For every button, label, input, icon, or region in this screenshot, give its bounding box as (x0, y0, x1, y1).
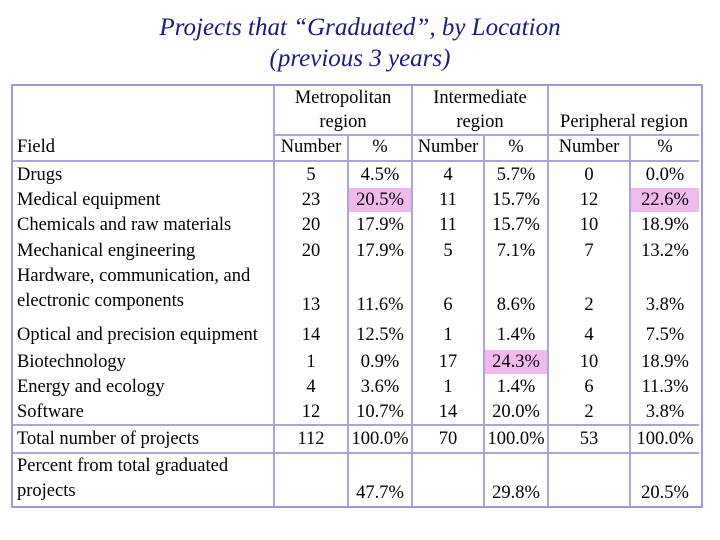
intermediate-number: 11 (439, 189, 457, 210)
metropolitan-percent: 17.9% (347, 212, 413, 238)
table-row (13, 374, 699, 400)
header-intermediate (413, 86, 549, 134)
header-peripheral (549, 86, 699, 134)
header-metropolitan-line2: region (319, 112, 367, 132)
projects-by-location-table (13, 86, 699, 506)
header-peripheral-label: Peripheral region (560, 112, 688, 132)
intermediate-number: 14 (438, 401, 458, 422)
intermediate-number: 1 (443, 324, 453, 345)
field-name-line2: electronic components (17, 291, 184, 311)
field-name: Mechanical engineering (13, 238, 275, 264)
header-sub-row (13, 134, 699, 162)
metropolitan-percent: 4.5% (347, 162, 413, 188)
peripheral-percent: 18.9% (629, 350, 699, 374)
peripheral-number: 7 (584, 240, 594, 261)
percent-metropolitan-number-empty (275, 454, 347, 506)
table-row (13, 162, 699, 188)
metropolitan-number: 20 (301, 240, 321, 261)
field-name: Chemicals and raw materials (13, 212, 275, 238)
intermediate-percent: 1.4% (483, 374, 549, 400)
table-row (13, 264, 699, 320)
total-label: Total number of projects (13, 424, 275, 454)
intermediate-number: 4 (443, 164, 453, 185)
total-peripheral-number: 53 (549, 424, 629, 454)
peripheral-number: 12 (579, 189, 599, 210)
peripheral-percent: 3.8% (629, 400, 699, 424)
peripheral-number: 4 (584, 324, 594, 345)
percent-label-line2: projects (17, 481, 76, 501)
intermediate-percent: 20.0% (483, 400, 549, 424)
total-intermediate-number: 70 (413, 424, 483, 454)
intermediate-number: 11 (439, 214, 457, 235)
metropolitan-percent: 11.6% (347, 264, 413, 320)
peripheral-number: 10 (579, 351, 599, 372)
field-name: Software (13, 400, 275, 424)
intermediate-number: 1 (443, 376, 453, 397)
percent-peripheral: 20.5% (629, 454, 699, 506)
field-name: Optical and precision equipment (13, 320, 275, 350)
metropolitan-number: 14 (301, 324, 321, 345)
metropolitan-percent: 10.7% (347, 400, 413, 424)
peripheral-number: 10 (579, 214, 599, 235)
peripheral-number: 2 (584, 401, 594, 422)
header-empty-cell (13, 86, 275, 134)
metropolitan-number: 13 (301, 295, 321, 315)
metropolitan-percent: 20.5% (347, 188, 413, 212)
header-intermediate-line2: region (456, 112, 504, 132)
header-metropolitan-line1: Metropolitan (294, 88, 392, 108)
table-row (13, 400, 699, 424)
peripheral-percent: 3.8% (629, 264, 699, 320)
title-line-1: Projects that “Graduated”, by Location (159, 14, 561, 41)
metropolitan-number: 20 (301, 214, 321, 235)
percent-intermediate-number-empty (413, 454, 483, 506)
peripheral-percent: 11.3% (629, 374, 699, 400)
intermediate-percent: 5.7% (483, 162, 549, 188)
total-metropolitan-percent: 100.0% (347, 424, 413, 454)
header-peripheral-number: Number (549, 134, 629, 162)
metropolitan-percent: 3.6% (347, 374, 413, 400)
table-row (13, 320, 699, 350)
slide-title (0, 12, 720, 74)
percent-peripheral-number-empty (549, 454, 629, 506)
percent-metropolitan: 47.7% (347, 454, 413, 506)
peripheral-number: 6 (584, 376, 594, 397)
total-intermediate-percent: 100.0% (483, 424, 549, 454)
peripheral-number: 0 (584, 164, 594, 185)
header-field: Field (13, 134, 275, 162)
header-metropolitan (275, 86, 413, 134)
intermediate-percent: 8.6% (483, 264, 549, 320)
header-metropolitan-percent: % (347, 134, 413, 162)
data-table-frame (11, 84, 703, 508)
metropolitan-percent: 0.9% (347, 350, 413, 374)
header-metropolitan-number: Number (275, 134, 347, 162)
field-name: Biotechnology (13, 350, 275, 374)
metropolitan-number: 12 (301, 401, 321, 422)
header-group-row (13, 86, 699, 134)
intermediate-number: 17 (438, 351, 458, 372)
peripheral-percent: 0.0% (629, 162, 699, 188)
header-intermediate-line1: Intermediate (433, 88, 527, 108)
metropolitan-number: 23 (301, 189, 321, 210)
intermediate-percent: 24.3% (483, 350, 549, 374)
table-row (13, 188, 699, 212)
field-name: Medical equipment (13, 188, 275, 212)
table-row (13, 212, 699, 238)
intermediate-number: 6 (443, 295, 453, 315)
intermediate-percent: 1.4% (483, 320, 549, 350)
header-intermediate-number: Number (413, 134, 483, 162)
metropolitan-percent: 17.9% (347, 238, 413, 264)
total-peripheral-percent: 100.0% (629, 424, 699, 454)
percent-row (13, 454, 699, 506)
metropolitan-number: 5 (306, 164, 316, 185)
intermediate-percent: 15.7% (483, 188, 549, 212)
intermediate-number: 5 (443, 240, 453, 261)
peripheral-number: 2 (584, 295, 594, 315)
metropolitan-number: 4 (306, 376, 316, 397)
table-row (13, 238, 699, 264)
peripheral-percent: 22.6% (629, 188, 699, 212)
field-name: Energy and ecology (13, 374, 275, 400)
peripheral-percent: 18.9% (629, 212, 699, 238)
intermediate-percent: 15.7% (483, 212, 549, 238)
table-row (13, 350, 699, 374)
field-name-line1: Hardware, communication, and (17, 266, 251, 286)
metropolitan-number: 1 (306, 351, 316, 372)
percent-intermediate: 29.8% (483, 454, 549, 506)
percent-label-line1: Percent from total graduated (17, 456, 229, 476)
header-intermediate-percent: % (483, 134, 549, 162)
peripheral-percent: 7.5% (629, 320, 699, 350)
field-name (13, 264, 275, 320)
field-name: Drugs (13, 162, 275, 188)
intermediate-percent: 7.1% (483, 238, 549, 264)
percent-label (13, 454, 275, 506)
total-row (13, 424, 699, 454)
metropolitan-percent: 12.5% (347, 320, 413, 350)
peripheral-percent: 13.2% (629, 238, 699, 264)
total-metropolitan-number: 112 (275, 424, 347, 454)
header-peripheral-percent: % (629, 134, 699, 162)
title-line-2: (previous 3 years) (269, 45, 451, 72)
